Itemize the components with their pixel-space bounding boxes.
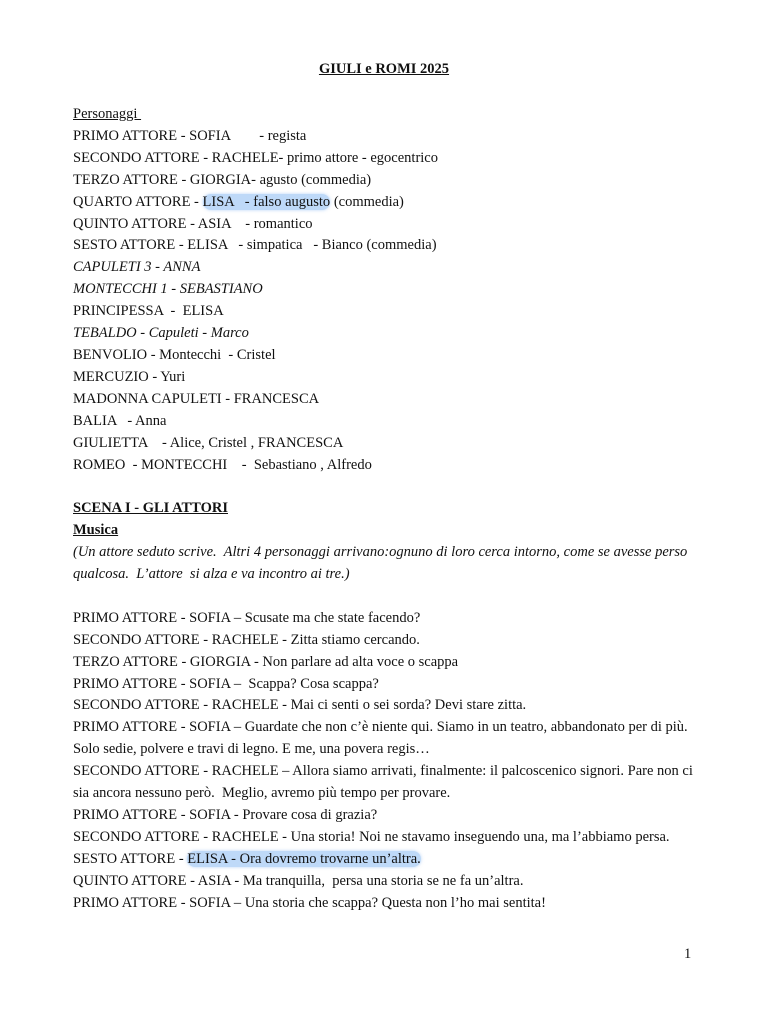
scene-heading: SCENA I - GLI ATTORI: [73, 500, 228, 517]
character-line: GIULIETTA - Alice, Cristel , FRANCESCA: [73, 434, 344, 451]
stage-direction: (Un attore seduto scrive. Altri 4 personaggi arrivano:ognuno di loro cerca intorno, come se avesse perso qualcosa. L’attore si alza e va incontro ai tre.): [73, 544, 691, 583]
characters-heading: Personaggi: [73, 106, 142, 122]
character-line: TERZO ATTORE - GIORGIA- agusto (commedia): [73, 171, 372, 188]
character-line: BALIA - Anna: [73, 412, 167, 429]
dialogue-line: SECONDO ATTORE - RACHELE - Zitta stiamo cercando.: [73, 631, 420, 648]
character-line-suffix: (commedia): [330, 193, 404, 210]
character-line: SECONDO ATTORE - RACHELE- primo attore - egocentrico: [73, 149, 438, 166]
character-line: [73, 192, 703, 214]
dialogue-line: PRIMO ATTORE - SOFIA – Una storia che scappa? Questa non l’ho mai sentita!: [73, 894, 546, 911]
page-number: 1: [684, 946, 692, 962]
highlighted-text: LISA - falso augusto: [202, 193, 331, 210]
dialogue-line: TERZO ATTORE - GIORGIA - Non parlare ad alta voce o scappa: [73, 653, 459, 670]
character-line: MADONNA CAPULETI - FRANCESCA: [73, 390, 320, 407]
dialogue-line: SECONDO ATTORE - RACHELE – Allora siamo arrivati, finalmente: il palcoscenico signori. Pare non ci sia ancora nessuno però. Meglio, avremo più tempo per provare.: [73, 763, 697, 802]
character-line: BENVOLIO - Montecchi - Cristel: [73, 346, 276, 363]
dialogue-line-prefix: SESTO ATTORE -: [73, 850, 188, 867]
blank-line: [73, 476, 703, 498]
dialogue-line: PRIMO ATTORE - SOFIA – Scusate ma che state facendo?: [73, 609, 421, 626]
dialogue-line: PRIMO ATTORE - SOFIA – Guardate che non c’è niente qui. Siamo in un teatro, abbandonato per di più. Solo sedie, polvere e travi di legno. E me, una povera regis…: [73, 719, 692, 758]
character-line: MONTECCHI 1 - SEBASTIANO: [73, 281, 263, 298]
character-line: PRINCIPESSA - ELISA: [73, 303, 224, 320]
highlighted-text: ELISA - Ora dovremo trovarne un’altra.: [187, 850, 421, 867]
character-line: ROMEO - MONTECCHI - Sebastiano , Alfredo: [73, 456, 372, 473]
dialogue-line: SECONDO ATTORE - RACHELE - Una storia! Noi ne stavamo inseguendo una, ma l’abbiamo persa.: [73, 828, 670, 845]
dialogue-line: PRIMO ATTORE - SOFIA - Provare cosa di grazia?: [73, 806, 378, 823]
character-line-prefix: QUARTO ATTORE -: [73, 193, 203, 210]
dialogue-line: QUINTO ATTORE - ASIA - Ma tranquilla, persa una storia se ne fa un’altra.: [73, 872, 524, 889]
character-line: CAPULETI 3 - ANNA: [73, 259, 201, 276]
document-title: GIULI e ROMI 2025: [318, 61, 450, 77]
character-line: SESTO ATTORE - ELISA - simpatica - Bianco (commedia): [73, 237, 437, 254]
dialogue-line: PRIMO ATTORE - SOFIA – Scappa? Cosa scappa?: [73, 675, 379, 692]
dialogue-line: [73, 849, 703, 871]
dialogue-line: SECONDO ATTORE - RACHELE - Mai ci senti o sei sorda? Devi stare zitta.: [73, 697, 527, 714]
character-line: PRIMO ATTORE - SOFIA - regista: [73, 127, 307, 144]
blank-line: [73, 586, 703, 608]
document-body: [73, 104, 703, 915]
music-heading: Musica: [73, 522, 119, 539]
character-line: TEBALDO - Capuleti - Marco: [73, 325, 249, 342]
character-line: MERCUZIO - Yuri: [73, 368, 186, 385]
dialogue: [73, 608, 703, 915]
characters-list: [73, 126, 703, 477]
character-line: QUINTO ATTORE - ASIA - romantico: [73, 215, 313, 232]
